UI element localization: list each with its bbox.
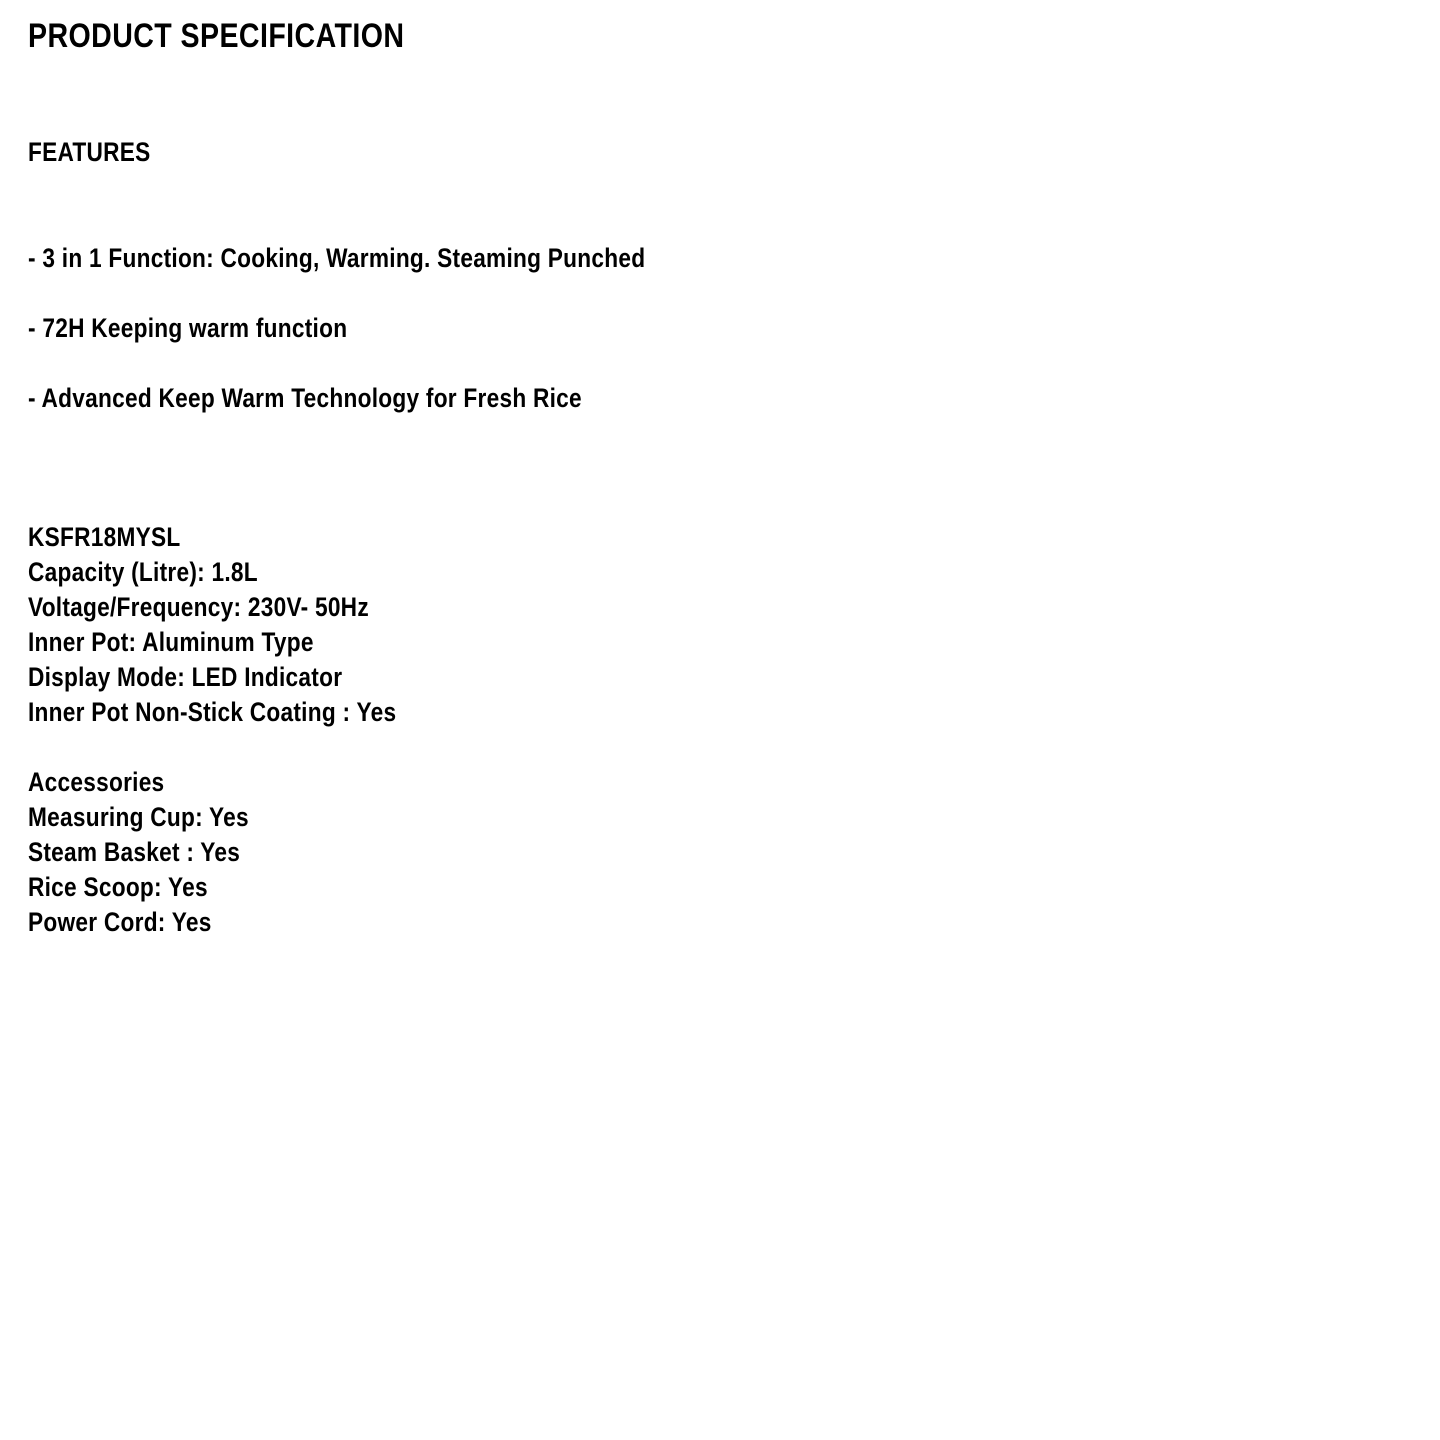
accessory-measuring-cup: Measuring Cup: Yes [28,802,249,832]
accessory-rice-scoop: Rice Scoop: Yes [28,872,208,902]
spec-page [28,0,1412,1440]
feature-item: - Advanced Keep Warm Technology for Fresh Rice [28,383,582,413]
spec-inner-pot: Inner Pot: Aluminum Type [28,627,314,657]
features-heading: FEATURES [28,137,151,167]
page-title: PRODUCT SPECIFICATION [28,17,405,55]
feature-item: - 3 in 1 Function: Cooking, Warming. Steaming Punched [28,243,646,273]
spec-non-stick-coating: Inner Pot Non-Stick Coating : Yes [28,697,397,727]
model-number: KSFR18MYSL [28,522,181,552]
spec-display-mode: Display Mode: LED Indicator [28,662,343,692]
accessories-block [28,765,291,940]
spec-voltage-frequency: Voltage/Frequency: 230V- 50Hz [28,592,369,622]
spec-capacity: Capacity (Litre): 1.8L [28,557,258,587]
accessory-power-cord: Power Cord: Yes [28,907,212,937]
specifications-block [28,520,466,730]
feature-item: - 72H Keeping warm function [28,313,348,343]
accessory-steam-basket: Steam Basket : Yes [28,837,241,867]
accessories-heading: Accessories [28,767,165,797]
